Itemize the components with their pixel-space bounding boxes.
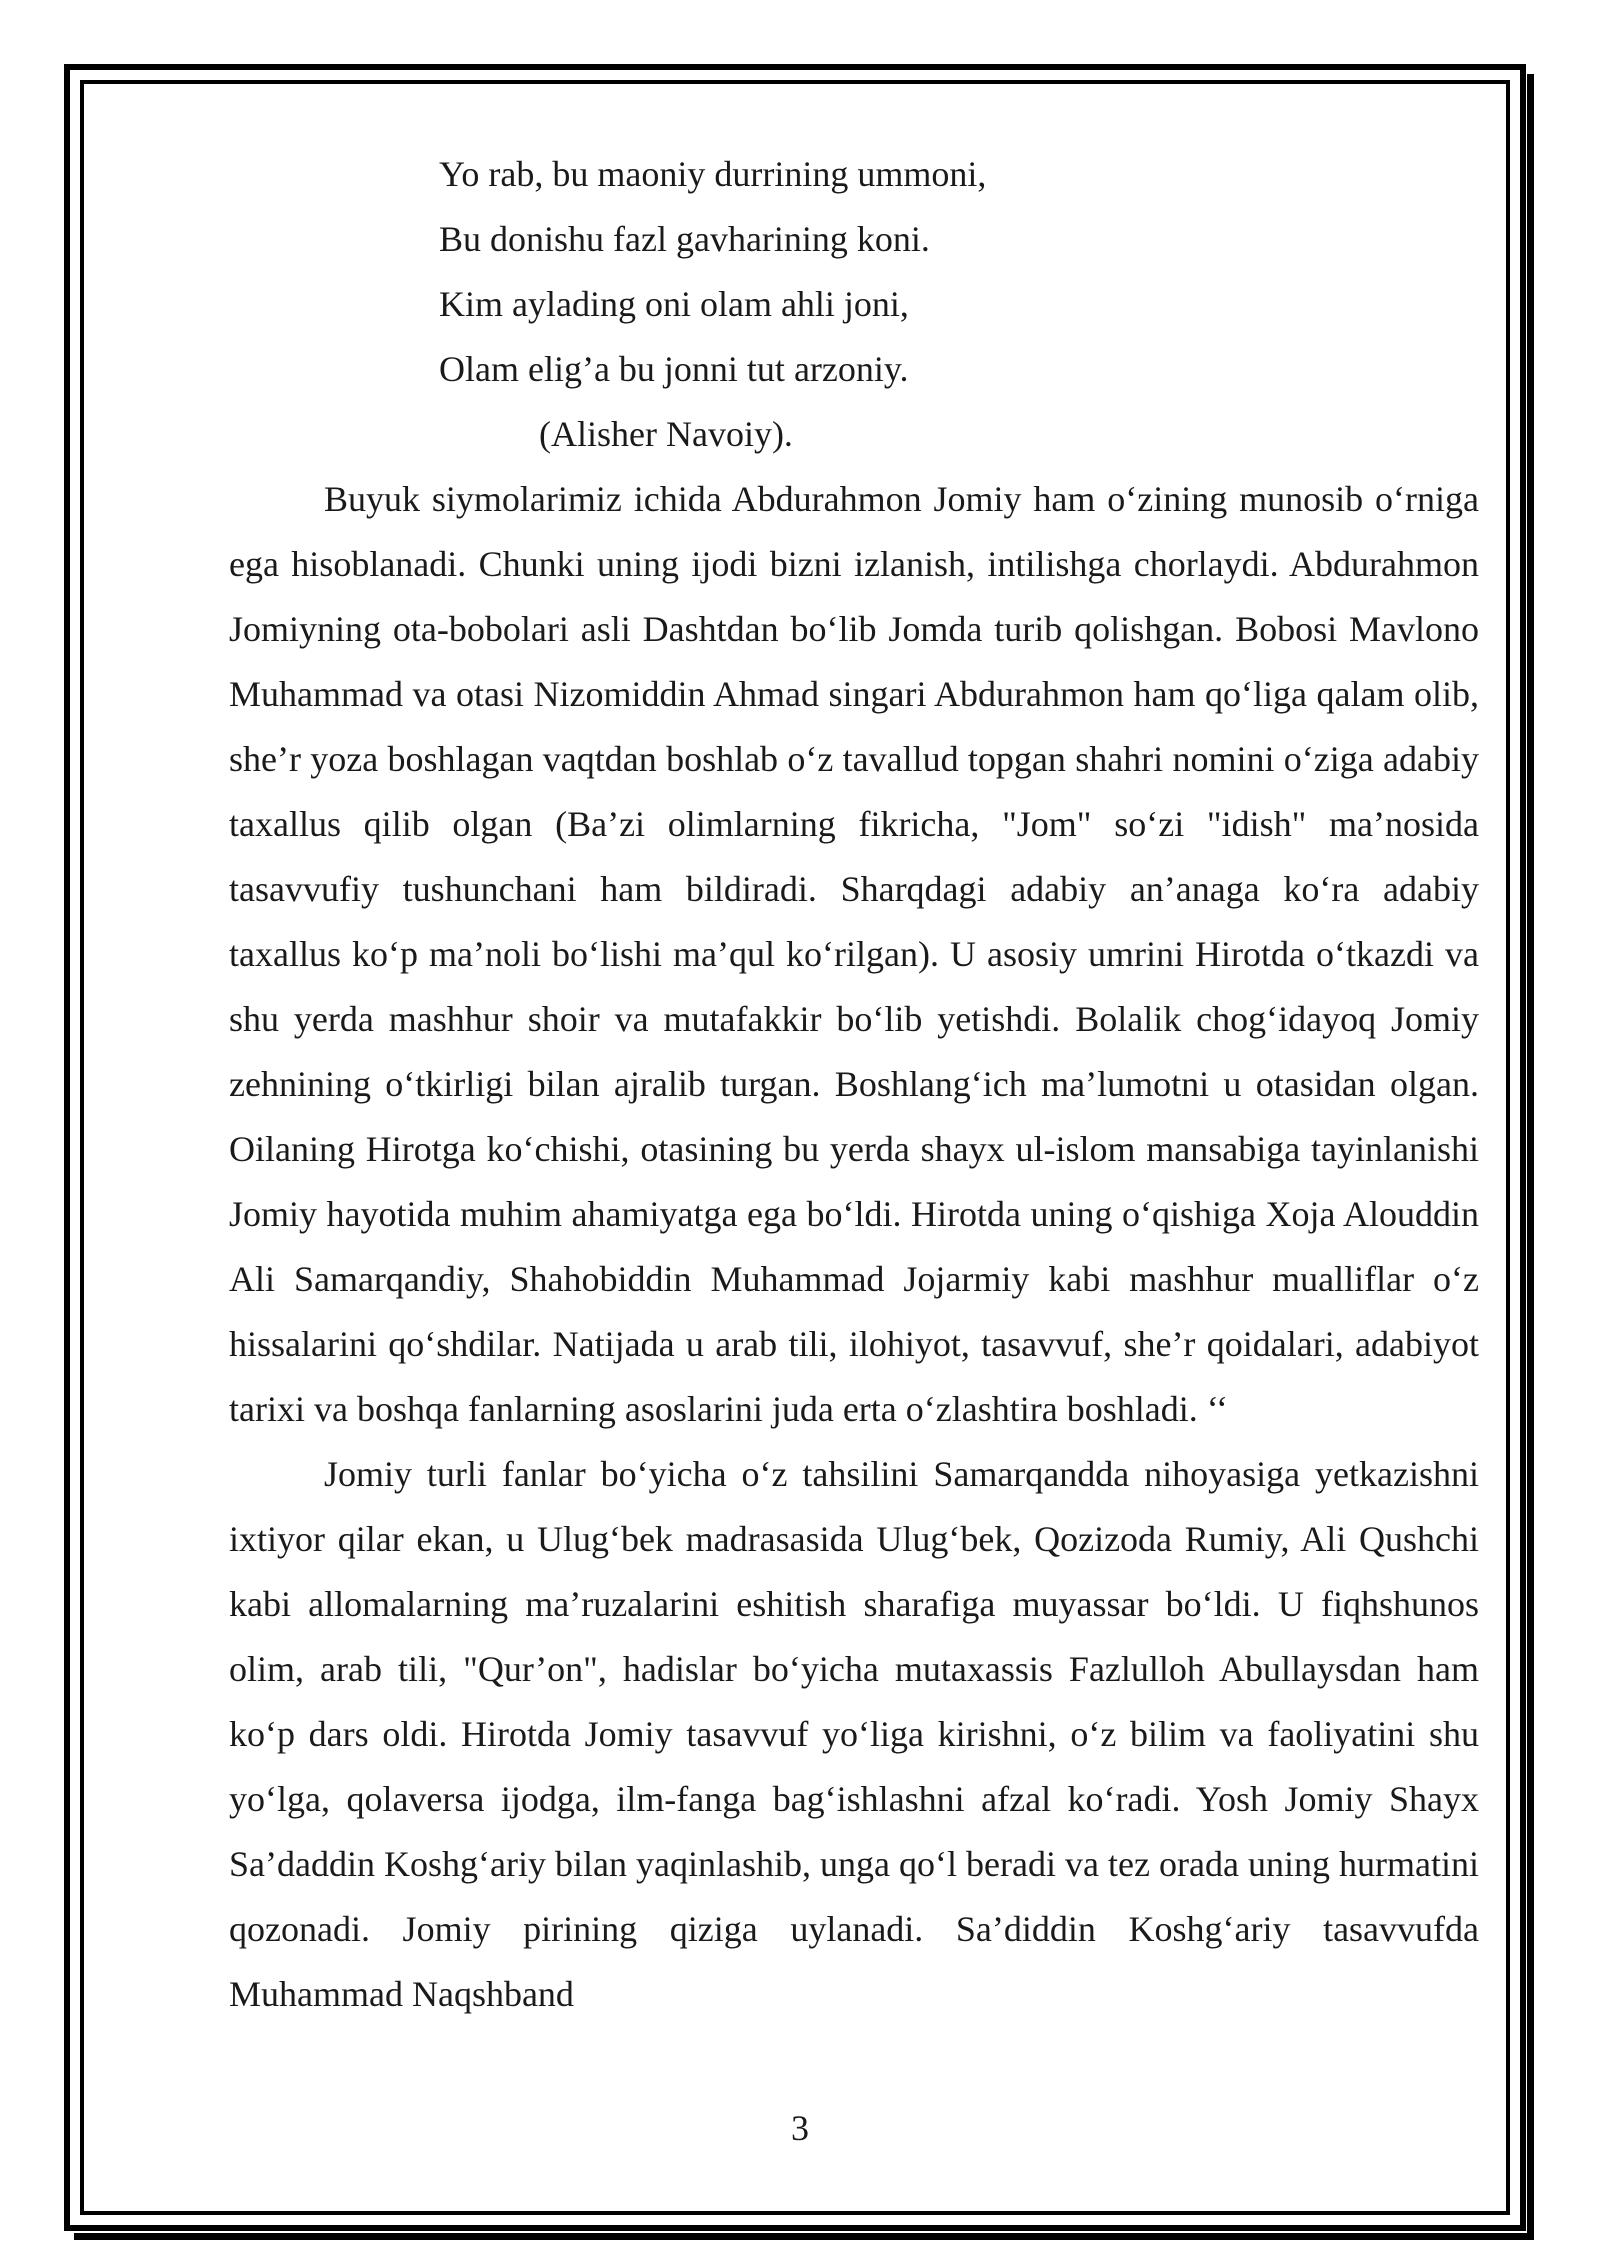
body-paragraph: Jomiy turli fanlar bo‘yicha o‘z tahsilini Samarqandda nihoyasiga yetkazishni ixtiyor qilar ekan, u Ulug‘bek madrasasida Ulug‘bek, Qozizoda Rumiy, Ali Qushchi kabi allomalarning ma’ruzalarini eshitish sharafiga muyassar bo‘ldi. U fiqhshunos olim, arab tili, "Qur’on", hadislar bo‘yicha mutaxassis Fazlulloh Abullaysdan ham ko‘p dars oldi. Hirotda Jomiy tasavvuf yo‘liga kirishni, o‘z bilim va faoliyatini shu yo‘lga, qolaversa ijodga, ilm-fanga bag‘ishlashni afzal ko‘radi. Yosh Jomiy Shayx Sa’daddin Koshg‘ariy bilan yaqinlashib, unga qo‘l beradi va tez orada uning hurmatini qozonadi. Jomiy pirining qiziga uylanadi. Sa’diddin Koshg‘ariy tasavvufda Muhammad Naqshband (229, 1454, 1479, 2014)
poem-line: Kim aylading oni olam ahli joni, (439, 284, 909, 324)
poem-author: (Alisher Navoiy). (539, 414, 793, 454)
poem-line: Yo rab, bu maoniy durrining ummoni, (439, 154, 987, 194)
poem-line: Bu donishu fazl gavharining koni. (439, 219, 930, 259)
page-number: 3 (791, 2108, 809, 2148)
poem-block (439, 142, 1479, 467)
page-content (229, 142, 1479, 2027)
poem-line: Olam elig’a bu jonni tut arzoniy. (439, 349, 909, 389)
body-paragraph: Buyuk siymolarimiz ichida Abdurahmon Jomiy ham o‘zining munosib o‘rniga ega hisoblanadi. Chunki uning ijodi bizni izlanish, intilishga chorlaydi. Abdurahmon Jomiyning ota-bobolari asli Dashtdan bo‘lib Jomda turib qolishgan. Bobosi Mavlono Muhammad va otasi Nizomiddin Ahmad singari Abdurahmon ham qo‘liga qalam olib, she’r yoza boshlagan vaqtdan boshlab o‘z tavallud topgan shahri nomini o‘ziga adabiy taxallus qilib olgan (Ba’zi olimlarning fikricha, "Jom" so‘zi "idish" ma’nosida tasavvufiy tushunchani ham bildiradi. Sharqdagi adabiy an’anaga ko‘ra adabiy taxallus ko‘p ma’noli bo‘lishi ma’qul ko‘rilgan). U asosiy umrini Hirotda o‘tkazdi va shu yerda mashhur shoir va mutafakkir bo‘lib yetishdi. Bolalik chog‘idayoq Jomiy zehnining o‘tkirligi bilan ajralib turgan. Boshlang‘ich ma’lumotni u otasidan olgan. Oilaning Hirotga ko‘chishi, otasining bu yerda shayx ul-islom mansabiga tayinlanishi Jomiy hayotida muhim ahamiyatga ega bo‘ldi. Hirotda uning o‘qishiga Xoja Alouddin Ali Samarqandiy, Shahobiddin Muhammad Jojarmiy kabi mashhur mualliflar o‘z hissalarini qo‘shdilar. Natijada u arab tili, ilohiyot, tasavvuf, she’r qoidalari, adabiyot tarixi va boshqa fanlarning asoslarini juda erta o‘zlashtira boshladi. ‘‘ (229, 479, 1479, 1429)
